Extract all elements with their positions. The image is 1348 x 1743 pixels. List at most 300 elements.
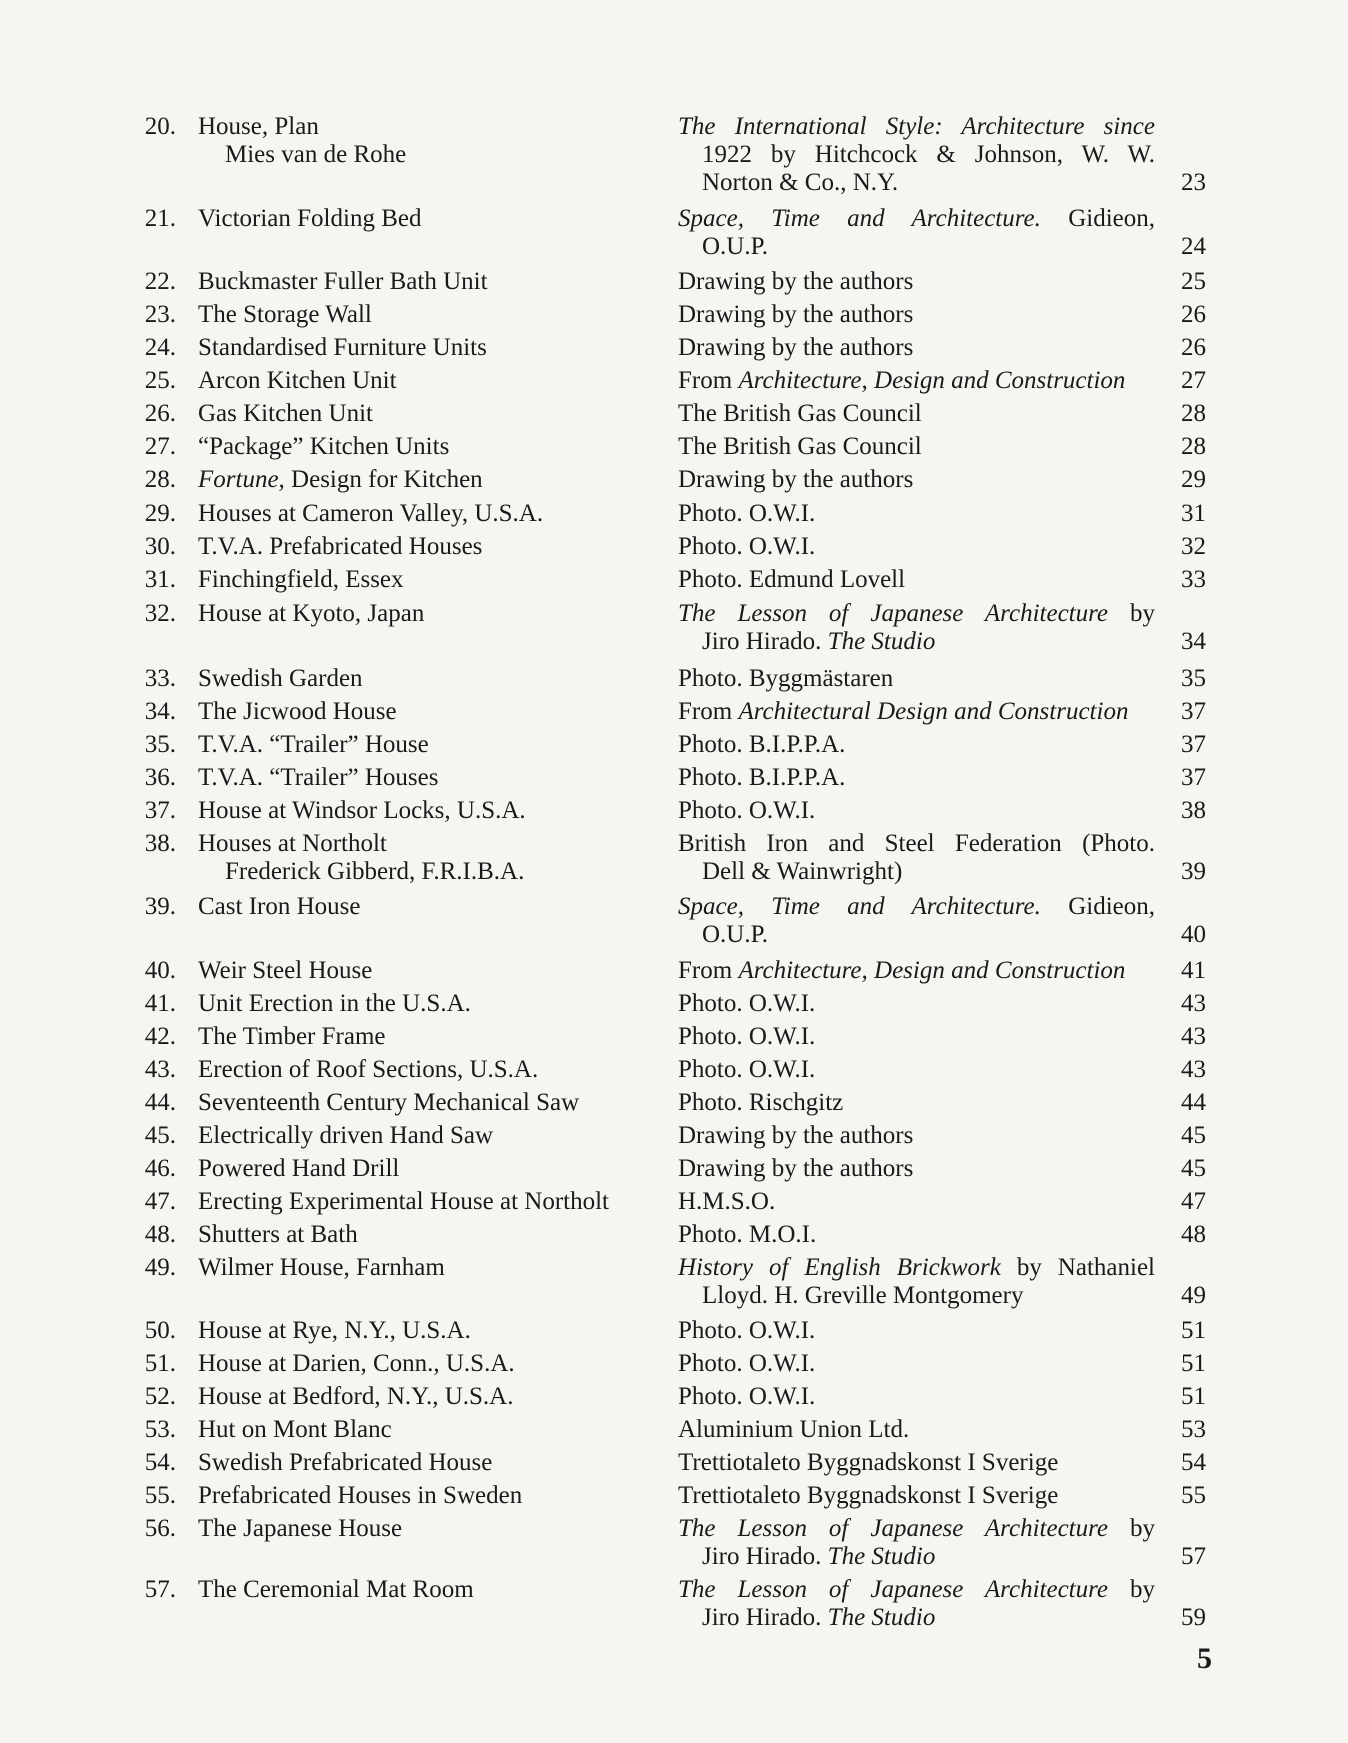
entry-number: 29. xyxy=(144,500,176,527)
entry-number: 35. xyxy=(144,731,176,758)
italic-text: History of English Brickwork xyxy=(678,1254,1001,1281)
title-line: The Jicwood House xyxy=(198,698,397,725)
title-line: Swedish Garden xyxy=(198,665,363,692)
entry-source xyxy=(678,367,1155,395)
source-line xyxy=(678,566,1155,594)
text-run: Photo. O.W.I. xyxy=(678,990,816,1017)
entry-title xyxy=(198,764,658,792)
title-line: House at Rye, N.Y., U.S.A. xyxy=(198,1317,471,1344)
entry-title xyxy=(198,797,658,825)
page-reference: 25 xyxy=(1181,268,1206,295)
entry-title xyxy=(198,533,658,561)
title-line: House at Bedford, N.Y., U.S.A. xyxy=(198,1383,514,1410)
text-run: Norton & Co., N.Y. xyxy=(702,169,899,196)
entry-source xyxy=(678,113,1155,197)
entry-title xyxy=(198,893,658,921)
entry-source xyxy=(678,500,1155,528)
source-line xyxy=(678,1188,1155,1216)
entry-number: 40. xyxy=(144,957,176,984)
page-reference: 55 xyxy=(1181,1482,1206,1509)
page-reference: 51 xyxy=(1181,1383,1206,1410)
text-run: From xyxy=(678,698,739,725)
source-line xyxy=(678,301,1155,329)
text-run: Jiro Hirado. xyxy=(702,628,828,655)
italic-text: Architecture, Design and Construction xyxy=(738,957,1126,984)
text-run: 1922 by Hitchcock & Johnson, W. W. xyxy=(702,141,1155,168)
title-line: Seventeenth Century Mechanical Saw xyxy=(198,1089,580,1116)
text-run: Trettiotaleto Byggnadskonst I Sverige xyxy=(678,1482,1059,1509)
title-line: Gas Kitchen Unit xyxy=(198,400,373,427)
italic-text: The Lesson of Japanese Architecture xyxy=(678,1515,1109,1542)
entry-source xyxy=(678,797,1155,825)
title-line: Standardised Furniture Units xyxy=(198,334,487,361)
entry-source xyxy=(678,1482,1155,1510)
text-run: Photo. O.W.I. xyxy=(678,1023,816,1050)
source-line xyxy=(678,400,1155,428)
source-line xyxy=(678,367,1155,395)
page-reference: 32 xyxy=(1181,533,1206,560)
text-run: H.M.S.O. xyxy=(678,1188,776,1215)
entry-source xyxy=(678,205,1155,261)
entry-source xyxy=(678,1576,1155,1632)
entry-number: 52. xyxy=(144,1383,176,1410)
page-reference: 29 xyxy=(1181,466,1206,493)
title-line: House, Plan xyxy=(198,113,319,140)
page-reference: 51 xyxy=(1181,1350,1206,1377)
text-run: by Nathaniel xyxy=(1000,1254,1155,1281)
entry-number: 20. xyxy=(144,113,176,140)
entry-number: 21. xyxy=(144,205,176,232)
page-reference: 23 xyxy=(1181,169,1206,196)
italic-text: Architectural Design and Construction xyxy=(738,698,1129,725)
title-line xyxy=(198,466,658,494)
entry-number: 39. xyxy=(144,893,176,920)
title-line: Cast Iron House xyxy=(198,893,361,920)
entry-number: 26. xyxy=(144,400,176,427)
title-line: Houses at Northolt xyxy=(198,830,387,857)
entry-source xyxy=(678,893,1155,949)
entry-source xyxy=(678,1122,1155,1150)
source-line xyxy=(678,1221,1155,1249)
entry-number: 43. xyxy=(144,1056,176,1083)
title-line: Prefabricated Houses in Sweden xyxy=(198,1482,523,1509)
text-run: From xyxy=(678,957,739,984)
entry-number: 55. xyxy=(144,1482,176,1509)
entry-title xyxy=(198,1155,658,1183)
entry-title xyxy=(198,1449,658,1477)
source-line xyxy=(678,233,1155,261)
entry-title xyxy=(198,1089,658,1117)
page-reference: 26 xyxy=(1181,334,1206,361)
entry-number: 53. xyxy=(144,1416,176,1443)
text-run: by xyxy=(1108,600,1155,627)
entry-title xyxy=(198,1416,658,1444)
entry-number: 51. xyxy=(144,1350,176,1377)
entry-title xyxy=(198,433,658,461)
page-reference: 37 xyxy=(1181,731,1206,758)
source-line xyxy=(678,858,1155,886)
source-line xyxy=(678,1383,1155,1411)
entry-title xyxy=(198,466,658,494)
page-number: 5 xyxy=(1197,1642,1212,1675)
entry-title xyxy=(198,1317,658,1345)
page-reference: 45 xyxy=(1181,1155,1206,1182)
text-run: Photo. O.W.I. xyxy=(678,797,816,824)
page-reference: 43 xyxy=(1181,1023,1206,1050)
page-reference: 44 xyxy=(1181,1089,1206,1116)
source-line xyxy=(678,797,1155,825)
title-line: Buckmaster Fuller Bath Unit xyxy=(198,268,488,295)
title-line: House at Darien, Conn., U.S.A. xyxy=(198,1350,515,1377)
source-line xyxy=(678,169,1155,197)
source-line xyxy=(678,1317,1155,1345)
title-line: Electrically driven Hand Saw xyxy=(198,1122,494,1149)
page-reference: 54 xyxy=(1181,1449,1206,1476)
entry-title xyxy=(198,698,658,726)
source-line xyxy=(678,1023,1155,1051)
source-line xyxy=(678,1155,1155,1183)
title-line: “Package” Kitchen Units xyxy=(198,433,450,460)
page-reference: 35 xyxy=(1181,665,1206,692)
entry-source xyxy=(678,1155,1155,1183)
text-run: Drawing by the authors xyxy=(678,1155,914,1182)
entry-number: 38. xyxy=(144,830,176,857)
page-reference: 37 xyxy=(1181,698,1206,725)
italic-text: Space, Time and Architecture. xyxy=(678,205,1041,232)
source-line xyxy=(678,1089,1155,1117)
text-run: Lloyd. H. Greville Montgomery xyxy=(702,1282,1024,1309)
title-line: Powered Hand Drill xyxy=(198,1155,400,1182)
page-reference: 33 xyxy=(1181,566,1206,593)
title-line: Mies van de Rohe xyxy=(225,141,407,168)
entry-number: 33. xyxy=(144,665,176,692)
entry-title xyxy=(198,400,658,428)
entry-source xyxy=(678,400,1155,428)
text-run: The British Gas Council xyxy=(678,433,922,460)
source-line xyxy=(678,1515,1155,1543)
title-line: Frederick Gibberd, F.R.I.B.A. xyxy=(225,858,525,885)
page-reference: 51 xyxy=(1181,1317,1206,1344)
text-run: by xyxy=(1108,1576,1155,1603)
page-reference: 43 xyxy=(1181,990,1206,1017)
source-line xyxy=(678,533,1155,561)
text-run: Drawing by the authors xyxy=(678,268,914,295)
source-line xyxy=(678,1282,1155,1310)
page-reference: 26 xyxy=(1181,301,1206,328)
entry-title xyxy=(198,113,658,169)
source-line xyxy=(678,830,1155,858)
entry-title xyxy=(198,731,658,759)
italic-text: The Lesson of Japanese Architecture xyxy=(678,600,1109,627)
entry-source xyxy=(678,1317,1155,1345)
entry-source xyxy=(678,1449,1155,1477)
page-reference: 31 xyxy=(1181,500,1206,527)
entry-source xyxy=(678,1383,1155,1411)
entry-number: 28. xyxy=(144,466,176,493)
entry-title xyxy=(198,990,658,1018)
text-run: O.U.P. xyxy=(702,233,768,260)
page-reference: 49 xyxy=(1181,1282,1206,1309)
entry-number: 42. xyxy=(144,1023,176,1050)
page-reference: 38 xyxy=(1181,797,1206,824)
source-line xyxy=(678,1449,1155,1477)
entry-source xyxy=(678,1416,1155,1444)
source-line xyxy=(678,731,1155,759)
text-run: Gidieon, xyxy=(1040,205,1155,232)
entry-number: 57. xyxy=(144,1576,176,1603)
entry-number: 30. xyxy=(144,533,176,560)
entry-number: 36. xyxy=(144,764,176,791)
source-line xyxy=(678,433,1155,461)
entry-title xyxy=(198,1515,658,1543)
page-reference: 41 xyxy=(1181,957,1206,984)
source-line xyxy=(678,893,1155,921)
text-run: Dell & Wainwright) xyxy=(702,858,903,885)
entry-title xyxy=(198,665,658,693)
entry-title xyxy=(198,830,658,886)
source-line xyxy=(678,1576,1155,1604)
entry-title xyxy=(198,1221,658,1249)
page-reference: 53 xyxy=(1181,1416,1206,1443)
entry-source xyxy=(678,731,1155,759)
source-line xyxy=(678,764,1155,792)
italic-text: The Studio xyxy=(827,628,936,655)
entry-number: 24. xyxy=(144,334,176,361)
entry-source xyxy=(678,1056,1155,1084)
title-line: Swedish Prefabricated House xyxy=(198,1449,493,1476)
source-line xyxy=(678,957,1155,985)
source-line xyxy=(678,1056,1155,1084)
entry-number: 25. xyxy=(144,367,176,394)
text-run: Drawing by the authors xyxy=(678,1122,914,1149)
italic-text: Architecture, Design and Construction xyxy=(738,367,1126,394)
text-run: Photo. O.W.I. xyxy=(678,1350,816,1377)
entry-title xyxy=(198,205,658,233)
source-line xyxy=(678,268,1155,296)
text-run: Photo. B.I.P.P.A. xyxy=(678,764,846,791)
entry-title xyxy=(198,1122,658,1150)
text-run: Photo. O.W.I. xyxy=(678,500,816,527)
entry-source xyxy=(678,1023,1155,1051)
title-line: Arcon Kitchen Unit xyxy=(198,367,397,394)
title-line: The Ceremonial Mat Room xyxy=(198,1576,474,1603)
entry-number: 45. xyxy=(144,1122,176,1149)
entry-title xyxy=(198,1254,658,1282)
entry-title xyxy=(198,1383,658,1411)
text-run: The British Gas Council xyxy=(678,400,922,427)
text-run: Photo. O.W.I. xyxy=(678,1056,816,1083)
entry-title xyxy=(198,566,658,594)
text-run: From xyxy=(678,367,739,394)
source-line xyxy=(678,698,1155,726)
entry-source xyxy=(678,466,1155,494)
page-reference: 28 xyxy=(1181,433,1206,460)
title-line: T.V.A. “Trailer” House xyxy=(198,731,429,758)
entry-number: 49. xyxy=(144,1254,176,1281)
entry-number: 37. xyxy=(144,797,176,824)
entry-number: 41. xyxy=(144,990,176,1017)
text-run: Aluminium Union Ltd. xyxy=(678,1416,910,1443)
page-reference: 47 xyxy=(1181,1188,1206,1215)
title-line: Wilmer House, Farnham xyxy=(198,1254,445,1281)
entry-title xyxy=(198,1350,658,1378)
entry-title xyxy=(198,1482,658,1510)
text-run: O.U.P. xyxy=(702,921,768,948)
source-line xyxy=(678,1350,1155,1378)
entry-title xyxy=(198,500,658,528)
page-reference: 45 xyxy=(1181,1122,1206,1149)
entry-number: 46. xyxy=(144,1155,176,1182)
entry-source xyxy=(678,301,1155,329)
italic-text: Fortune, xyxy=(198,466,285,493)
text-run: Drawing by the authors xyxy=(678,466,914,493)
source-line xyxy=(678,1482,1155,1510)
source-line xyxy=(678,921,1155,949)
source-line xyxy=(678,1122,1155,1150)
source-line xyxy=(678,628,1155,656)
source-line xyxy=(678,1604,1155,1632)
entry-title xyxy=(198,334,658,362)
title-line: Victorian Folding Bed xyxy=(198,205,422,232)
text-run: by xyxy=(1108,1515,1155,1542)
title-line: The Storage Wall xyxy=(198,301,372,328)
italic-text: The Lesson of Japanese Architecture xyxy=(678,1576,1109,1603)
entry-source xyxy=(678,1254,1155,1310)
text-run: Gidieon, xyxy=(1040,893,1155,920)
italic-text: The International Style: Architecture since xyxy=(678,113,1155,140)
entry-source xyxy=(678,1350,1155,1378)
source-line xyxy=(678,500,1155,528)
source-line xyxy=(678,665,1155,693)
text-run: Photo. O.W.I. xyxy=(678,1317,816,1344)
title-line: Finchingfield, Essex xyxy=(198,566,404,593)
source-line xyxy=(678,113,1155,141)
entry-number: 23. xyxy=(144,301,176,328)
entry-number: 22. xyxy=(144,268,176,295)
entry-number: 56. xyxy=(144,1515,176,1542)
entry-title xyxy=(198,268,658,296)
page-reference: 37 xyxy=(1181,764,1206,791)
source-line xyxy=(678,1254,1155,1282)
entry-source xyxy=(678,433,1155,461)
title-line: House at Windsor Locks, U.S.A. xyxy=(198,797,526,824)
text-run: British Iron and Steel Federation (Photo. xyxy=(678,830,1155,857)
source-line xyxy=(678,990,1155,1018)
entry-source xyxy=(678,957,1155,985)
entry-title xyxy=(198,957,658,985)
source-line xyxy=(678,205,1155,233)
entry-number: 48. xyxy=(144,1221,176,1248)
source-line xyxy=(678,1416,1155,1444)
entry-source xyxy=(678,600,1155,656)
source-line xyxy=(678,141,1155,169)
entry-source xyxy=(678,1221,1155,1249)
entry-title xyxy=(198,1188,658,1216)
italic-text: The Studio xyxy=(827,1543,936,1570)
text-run: Photo. Byggmästaren xyxy=(678,665,894,692)
entry-source xyxy=(678,764,1155,792)
entry-source xyxy=(678,990,1155,1018)
entry-number: 54. xyxy=(144,1449,176,1476)
page-reference: 28 xyxy=(1181,400,1206,427)
title-line: Houses at Cameron Valley, U.S.A. xyxy=(198,500,544,527)
page-reference: 24 xyxy=(1181,233,1206,260)
title-line: Unit Erection in the U.S.A. xyxy=(198,990,471,1017)
page-reference: 57 xyxy=(1181,1543,1206,1570)
title-line: T.V.A. Prefabricated Houses xyxy=(198,533,483,560)
text-run: Photo. Edmund Lovell xyxy=(678,566,906,593)
page-reference: 27 xyxy=(1181,367,1206,394)
text-run: Design for Kitchen xyxy=(284,466,483,493)
entry-source xyxy=(678,1188,1155,1216)
text-run: Jiro Hirado. xyxy=(702,1543,828,1570)
title-line: House at Kyoto, Japan xyxy=(198,600,425,627)
entry-number: 44. xyxy=(144,1089,176,1116)
title-line: Erecting Experimental House at Northolt xyxy=(198,1188,609,1215)
title-line: Shutters at Bath xyxy=(198,1221,358,1248)
entry-source xyxy=(678,334,1155,362)
page-reference: 59 xyxy=(1181,1604,1206,1631)
source-line xyxy=(678,334,1155,362)
entry-number: 31. xyxy=(144,566,176,593)
entry-number: 27. xyxy=(144,433,176,460)
text-run: Photo. B.I.P.P.A. xyxy=(678,731,846,758)
entry-source xyxy=(678,566,1155,594)
entry-title xyxy=(198,1056,658,1084)
text-run: Photo. O.W.I. xyxy=(678,533,816,560)
title-line: Hut on Mont Blanc xyxy=(198,1416,392,1443)
page-reference: 34 xyxy=(1181,628,1206,655)
text-run: Photo. O.W.I. xyxy=(678,1383,816,1410)
entry-number: 32. xyxy=(144,600,176,627)
text-run: Trettiotaleto Byggnadskonst I Sverige xyxy=(678,1449,1059,1476)
title-line: The Timber Frame xyxy=(198,1023,386,1050)
text-run: Photo. M.O.I. xyxy=(678,1221,817,1248)
title-line: The Japanese House xyxy=(198,1515,403,1542)
source-line xyxy=(678,600,1155,628)
entry-source xyxy=(678,665,1155,693)
title-line: Weir Steel House xyxy=(198,957,373,984)
entry-number: 47. xyxy=(144,1188,176,1215)
entry-source xyxy=(678,533,1155,561)
entry-number: 34. xyxy=(144,698,176,725)
entry-source xyxy=(678,698,1155,726)
entry-title xyxy=(198,301,658,329)
page-reference: 39 xyxy=(1181,858,1206,885)
page-reference: 40 xyxy=(1181,921,1206,948)
text-run: Drawing by the authors xyxy=(678,301,914,328)
text-run: Photo. Rischgitz xyxy=(678,1089,844,1116)
entry-source xyxy=(678,1089,1155,1117)
source-line xyxy=(678,1543,1155,1571)
title-line: T.V.A. “Trailer” Houses xyxy=(198,764,439,791)
entry-source xyxy=(678,830,1155,886)
entry-title xyxy=(198,1023,658,1051)
entry-source xyxy=(678,268,1155,296)
text-run: Drawing by the authors xyxy=(678,334,914,361)
text-run: Jiro Hirado. xyxy=(702,1604,828,1631)
title-line: Erection of Roof Sections, U.S.A. xyxy=(198,1056,539,1083)
entry-source xyxy=(678,1515,1155,1571)
page-reference: 48 xyxy=(1181,1221,1206,1248)
page-reference: 43 xyxy=(1181,1056,1206,1083)
italic-text: The Studio xyxy=(827,1604,936,1631)
italic-text: Space, Time and Architecture. xyxy=(678,893,1041,920)
entry-number: 50. xyxy=(144,1317,176,1344)
source-line xyxy=(678,466,1155,494)
entry-title xyxy=(198,1576,658,1604)
entry-title xyxy=(198,600,658,628)
